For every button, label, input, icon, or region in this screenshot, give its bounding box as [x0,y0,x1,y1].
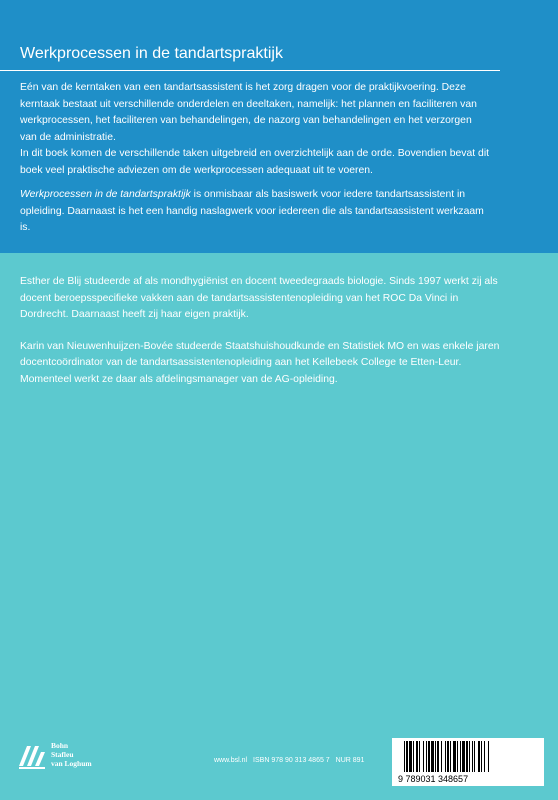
barcode-bar [441,741,442,772]
barcode-bar [453,741,456,772]
barcode-bar [474,741,475,772]
publisher-name [51,741,92,768]
publisher-name-line-1: Bohn [51,741,69,750]
barcode-bars [392,738,544,774]
barcode-bar [406,741,408,772]
barcode-bar [435,741,436,772]
barcode-bar [428,741,430,772]
barcode-bar [478,741,480,772]
author-bios [20,274,500,403]
barcode-bar [419,741,420,772]
barcode-bar [423,741,424,772]
barcode-bar [445,741,446,772]
author-bio-2: Karin van Nieuwenhuijzen-Bovée studeerde Staatshuishoudkunde en Statistiek MO en was enkele jaren docentcoördinator van de tandartsassistentenopleiding aan het Kellebeek College te Etten-Leur. Momenteel werkt ze daar als afdelingsmanager van de AG-opleiding. [20,340,500,385]
barcode-bar [460,741,461,772]
book-title: Werkprocessen in de tandartspraktijk [20,45,283,62]
publisher-name-line-3: van Loghum [51,759,92,768]
publisher-logo-icon [17,740,47,770]
barcode-bar [409,741,412,772]
barcode-bar [484,741,485,772]
title-rule [0,70,500,71]
barcode-bar [447,741,449,772]
book-blurb [20,80,490,237]
barcode-bar [413,741,414,772]
publisher-name-line-2: Stafleu [51,750,74,759]
barcode-bar [469,741,470,772]
barcode-bar [426,741,427,772]
author-bio-1: Esther de Blij studeerde af als mondhygiënist en docent tweedegraads biologie. Sinds 1997 werkt zij als docent beroepsspecifieke vakken aan de tandartsassistentenopleiding van het ROC Da Vinci in Dordrecht. Daarnaast heeft zij haar eigen praktijk. [20,276,498,320]
barcode-bar [462,741,465,772]
website-link[interactable]: www.bsl.nl [214,757,248,764]
barcode-bar [431,741,434,772]
blurb-paragraph-1: Eén van de kerntaken van een tandartsassistent is het zorg dragen voor de praktijkvoering. Deze kerntaak bestaat uit verschillende onderdelen en deeltaken, namelijk: het plannen en faciliteren van werkprocessen, het faciliteren van behandelingen, de nazorg van behandelingen en het verzorgen van de administratie. [20,82,477,143]
barcode-bar [450,741,451,772]
barcode-digits: 9 789031 348657 [398,774,469,784]
barcode-bar [466,741,468,772]
blurb-paragraph-3 [20,187,490,237]
publisher-logo [17,738,127,774]
barcode-bar [404,741,405,772]
barcode-bar [481,741,482,772]
isbn-text: ISBN 978 90 313 4865 7 [253,757,330,764]
barcode-bar [416,741,418,772]
blurb-paragraph-2: In dit boek komen de verschillende taken uitgebreid en overzichtelijk aan de orde. Bovendien bevat dit boek veel praktische adviezen om de werkprocessen adequaat uit te voeren. [20,148,490,176]
barcode [392,738,544,786]
barcode-bar [488,741,489,772]
nur-text: NUR 891 [335,757,365,764]
blurb-book-title: Werkprocessen in de tandartspraktijk [20,189,191,200]
blurb-paragraph-3-text: is onmisbaar als basiswerk voor iedere tandartsassistent in opleiding. Daarnaast is het een handig naslagwerk voor iedereen die als tandartsassistent werkzaam is. [20,189,484,233]
barcode-bar [437,741,439,772]
footer-info [214,757,368,764]
barcode-bar [472,741,473,772]
barcode-bar [457,741,458,772]
